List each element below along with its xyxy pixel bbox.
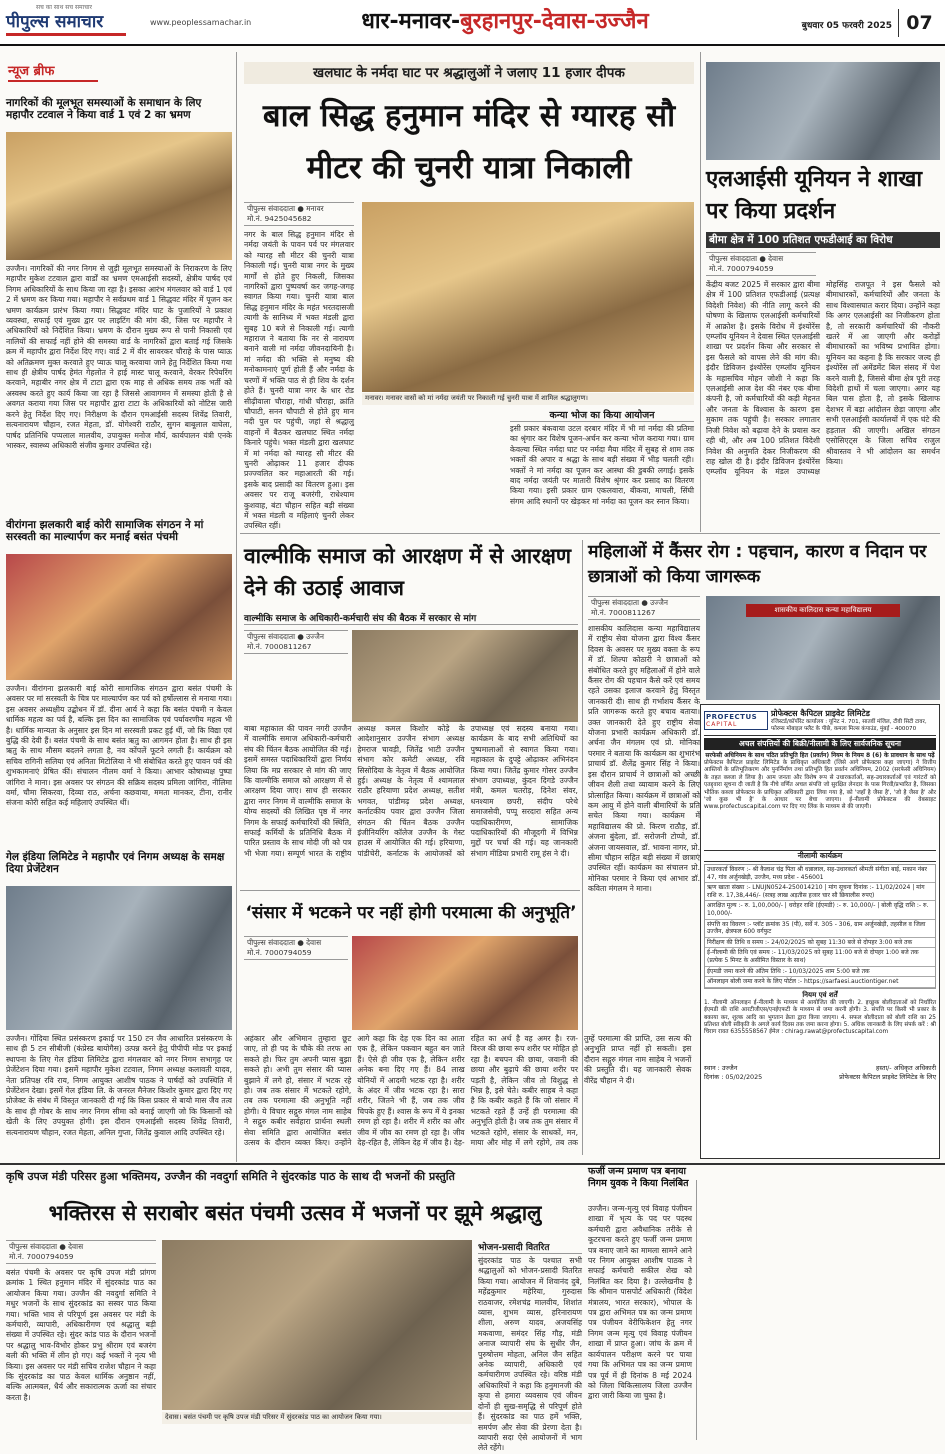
profectus-row: उधारकर्ता विवरण :- श्री कैलाश चंद्र पिता श्री धन्नालाल, सह-उधारकर्ता श्रीमती संगीता बाई, मकान नंबर 47, गांव अर्जुनखेड़ी, उज्जैन, मध्य प्रदेश - 456001 (705, 865, 935, 883)
profectus-address: रजिस्टर्ड/कॉर्पोरेट कार्यालय : यूनिट नं. 701, सातवीं मंजिल, टीवी सिटी टावर, फोरम्स मोबाइल फ्लैट के पीछे, कमला मिल्स कंपाउंड, मुंबई - 400070 (771, 719, 927, 732)
sansar-byline-text: पीपुल्स संवाददाता ● देवास (247, 938, 322, 947)
lic-byline-text: पीपुल्स संवाददाता ● देवास (709, 254, 784, 263)
logo (6, 4, 146, 42)
website[interactable]: www.peoplessamachar.in (150, 18, 252, 27)
basant-kicker: कृषि उपज मंडी परिसर हुआ भक्तिमय, उज्जैन की नवदुर्गा समिति ने सुंदरकांड पाठ के साथ दी भजनों की प्रस्तुति (6, 1170, 455, 1183)
hanuman-photo-caption: मनावर। मनावर वासों को मां नर्मदा जयंती पर निकाली गई चुनरी यात्रा में शामिल श्रद्धालुगण। (362, 393, 694, 405)
cancer-photo-banner: शासकीय कालिदास कन्या महाविद्यालय (746, 604, 900, 617)
sansar-photo (352, 936, 578, 1030)
profectus-schedule-title: नीलामी कार्यक्रम (704, 850, 936, 862)
sansar-byline (244, 936, 348, 960)
brief-2-body: उज्जैन। वीरांगना झलकारी बाई कोरी सामाजिक संगठन द्वारा बसंत पंचमी के अवसर पर मां सरस्वती के चित्र पर माल्यार्पण कर पर्व को हर्षोल्लास से मनाया गया। इस अवसर अध्यक्षीय उद्बोधन में डॉ. दीना आर्य ने कहा कि बसंत पंचमी न केवल धार्मिक महत्व का पर्व है, बल्कि इस दिन का सामाजिक एवं पर्यावरणीय महत्व भी है। धार्मिक मान्यता के अनुसार इस दिन मां सरस्वती प्रकट हुई थीं, जो कि विद्या एवं बुद्धि की देवी हैं। बसंत पंचमी के साथ बसंत ऋतु का आगमन होता है। साथ ही इस ऋतु के साथ मौसम बदलने लगता है, नव कोंपलें फूटने लगती हैं। कार्यक्रम को सचिव रागिनी सलिया एवं अनिता मिटोलिया ने भी संबोधित करते हुए पावन पर्व की शुभकामनाएं प्रेषित कीं। संचालन नीलम वर्मा ने किया। आभार कोषाध्यक्ष पुष्पा जांगिरा ने माना। इस अवसर पर संगठन की सक्रिय सदस्य प्रमिला जांगिरा, नीलिमा वर्मा, चौमा सिकरवा, दिव्या राठ, अर्चना कछवाया, ममता मानकर, टीना, रानीर संजना कोरी सहित कई महिलाएं उपस्थित थीं। (6, 684, 232, 808)
profectus-rule-ref: सरफेसी अधिनियम के साथ पठित प्रतिभूति हित (प्रवर्तन) नियम के नियम 8 (6) के प्रावधान के साथ पढ़ें (705, 752, 935, 759)
cancer-headline: महिलाओं में कैंसर रोग : पहचान, कारण व निदान पर छात्राओं को किया जागरूक (588, 542, 927, 587)
profectus-terms: 1. नीलामी ऑनलाइन ई-नीलामी के माध्यम से आयोजित की जाएगी। 2. इच्छुक बोलीदाताओं को निर्धारित ईएमडी की राशि आरटीजीएस/एनईएफटी के माध्यम से जमा करनी होगी। 3. संपत्ति पर किसी भी प्रकार के बकाया कर, शुल्क आदि का भुगतान क्रेता द्वारा किया जाएगा। 4. सफल बोलीदाता को बोली राशि का 25 प्रतिशत बोली स्वीकृति के अगले कार्य दिवस तक जमा करना होगा। 5. अधिक जानकारी के लिए संपर्क करें : श्री चिराग रावत 6355558567 ईमेल : chirag.rawat@profectuscapital.com (704, 999, 936, 1036)
hanuman-byline-text: पीपुल्स संवाददाता ● मनावर (247, 204, 324, 213)
profectus-terms-title: नियम एवं शर्तें (802, 990, 838, 999)
brief-2-photo (6, 554, 232, 680)
profectus-schedule (704, 864, 936, 989)
profectus-row: आरक्षित मूल्य :- रु. 1,00,000/- | धरोहर राशि (ईएमडी) :- रु. 10,000/- | बोली वृद्धि राशि :- रु. 10,000/- (705, 901, 935, 919)
brief-1-headline: नागरिकों की मूलभूत समस्याओं के समाधान के लिए महापौर टटवाल ने किया वार्ड 1 एवं 2 का भ्रमण (6, 97, 202, 121)
profectus-logo (704, 711, 768, 730)
lic-body: केंद्रीय बजट 2025 में सरकार द्वारा बीमा क्षेत्र में 100 प्रतिशत एफडीआई (प्रत्यक्ष विदेशी निवेश) की नीति लागू करने की घोषणा के खिलाफ एलआईसी कर्मचारियों में आक्रोश है। इसके विरोध में इंश्योरेंस एम्प्लॉय यूनियन ने देवास स्थित एलआईसी शाखा पर प्रदर्शन किया और सरकार से इस फैसले को वापस लेने की मांग की। इंदौर डिविजन इंश्योरेंस एम्प्लॉय यूनियन के महासचिव मोहन जोशी ने कहा कि एलआईसी आज देश की नंबर एक बीमा कंपनी है, जो कर्मचारियों की कड़ी मेहनत और जनता के विश्वास के कारण इस मुकाम तक पहुंची है। सरकार लगातार निजी निवेश को बढ़ावा देने के प्रयास कर रही थी, और अब 100 प्रतिशत विदेशी निवेश की अनुमति देकर निजीकरण की राह खोल दी है। इंदौर डिविजन इंश्योरेंस एम्प्लॉय यूनियन के मंडल उपाध्यक्ष मोहसिंह राजपूत ने इस फैसले को बीमाधारकों, कर्मचारियों और जनता के साथ विश्वासघात करार दिया। उन्होंने कहा कि अगर एलआईसी का निजीकरण होता है, तो सरकारी कर्मचारियों की नौकरी खतरे में आ जाएगी और करोड़ों बीमाधारकों का भविष्य प्रभावित होगा। यूनियन का कहना है कि सरकार जल्द ही इंश्योरेंस लॉ अमेंडमेंट बिल संसद में पेश करने वाली है, जिससे बीमा क्षेत्र पूरी तरह विदेशी हाथों में चला जाएगा। अगर यह बिल पास होता है, तो इसके खिलाफ देशभर में बड़ा आंदोलन छेड़ा जाएगा और सभी एलआईसी कार्यालयों में एक घंटे की हड़ताल की जाएगी। अखिल संगठन एसोसिएट्स के जिला सचिव राजुल श्रीवास्तव ने भी आंदोलन का समर्थन किया। (706, 280, 940, 477)
date-line: बुधवार 05 फरवरी 2025 (801, 21, 892, 31)
kanya-bhoj-body: इसी प्रकार बंकवाया उटल दरबार मंदिर में भी मां नर्मदा की प्रतिमा का श्रृंगार कर विशेष पूजन-अर्चन कर कन्या भोज कराया गया। ग्राम केवल्या स्थित नर्मदा घाट पर नर्मदा मैया मंदिर में सुबह से शाम तक भक्तों की अपार व श्रद्धा के साथ बड़ी संख्या में भीड़ चलती रही। भक्तों ने मां नर्मदा का पूजन कर आस्था की डुबकी लगाई। इसके बाद नर्मदा जयंती पर मातारी विशेष श्रृंगार कर प्रसाद का वितरण किया गया। इसी प्रकार ग्राम एकलवारा, बीकवा, माचली, सिंघी संगम आदि स्थानों पर खेड़कर मां नर्मदा का पूजन कर स्नान किया। (510, 424, 694, 506)
valmiki-byline-text: पीपुल्स संवाददाता ● उज्जैन (247, 632, 324, 641)
sansar-body: अहंकार और अभिमान तुम्हारा छूट जाए, तो ही पद के चौके की तरफ आ सकते हो। फिर तुम अपनी प्यास बुझा सकते हो। अभी तुम संसार की प्यास बुझाने में लगे हो, संसार में भटक रहे हो। जब तक संसार में भटकते रहोगे, तब तक परमात्मा की अनुभूति नहीं होगी। ये विचार सद्गुरु मंगल नाम साहेब ने सद्गुरु कबीर सर्वहारा प्रार्थना स्थली सेवा समिति द्वारा आयोजित बसंत उत्सव के दौरान व्यक्त किए। उन्होंने आगे कहा कि देह एक दिन का आता एक है, लेकिन पकवान बहुत बन जाते हैं। ऐसे ही जीव एक है, लेकिन शरीर अनेक बना दिए गए हैं। 84 लाख योनियों में आदमी भटक रहा है। शरीर के अंदर में जीव भटक रहा है। सारा शरीर, जितने भी हैं, जब तक जीव चिपके हुए हैं। श्वास के रूप में ये इनका रमण हो रहा है। शरीर में शरीर का और जीव में जीव का रमण हो रहा है। जीव देह-रहित है, लेकिन देह में जीव है। देह-रहित का अर्थ है वह अमर है। रज-विरज की छाया रूप शरीर पर मोहित हो रहा है। बचपन की छाया, जवानी की छाया और बुढ़ापे की छाया शरीर पर पड़ती है, लेकिन जीव तो विशुद्ध से भिन्न है, इसे चेते। कबीर साहब ने कहा है कि कबीर कहते हैं कि जो संसार में भटकते रहते हैं उन्हें ही परमात्मा की अनुभूति होती है। जब तक तुम संसार में भटकते रहोगे, संसार के साधकों, मन, माया और मोह में लगे रहोगे, तब तक तुम्हें परमात्मा की प्राप्ति, उस सत्य की अनुभूति प्राप्त नहीं हो सकती। इस दौरान सद्गुरु मंगल नाम साहेब ने भजनों की प्रस्तुति दी। यह जानकारी सेवक वीरेंद्र चौहान ने दी। (244, 1034, 692, 1148)
valmiki-body: बाबा महाकाल की पावन नगरी उज्जैन में वाल्मीकि समाज अधिकारी-कर्मचारी संघ की चिंतन बैठक आयोजित की गई। इसमें समस्त पदाधिकारियों द्वारा निर्णय लिया कि मप्र सरकार से मांग की जाए कि वाल्मीकि समाज को आरक्षण में से आरक्षण दिया जाए। साथ ही सरकार द्वारा नगर निगम में वाल्मीकि समाज के योग्य सदस्यों की लिखित पृष्ठ में नगर निगम के सफाई कर्मचारियों की स्थिति, सफाई कर्मियों के प्रतिनिधि बैठक में पारित प्रस्ताव के साथ मोदी जी को पत्र भी भेजा गया। सम्पूर्ण भारत के राष्ट्रीय अध्यक्ष कमल किशोर कोड़े के आदेशानुसार उज्जैन संभाग अध्यक्ष हेमराज चावड़ी, जितेंद्र भाटी उज्जैन संभाग कोर कमेटी अध्यक्ष, रवि सिसोदिया के नेतृत्व में बैठक आयोजित हुई। अध्यक्ष के नेतृत्व में श्यामलाल राठौर हरियाणा प्रदेश अध्यक्ष, सतीश भगवत, पांडीमढ़ प्रदेश अध्यक्ष, कर्नाटकीय पवार द्वारा उज्जैन जिला संगठन की चिंतन बैठक उज्जैन इंजीनियरिंग कॉलेज उज्जैन के गेस्ट हाउस में आयोजित की गई। हरियाणा, पांडीचेरी, कर्नाटक के आयोजकों को उपाध्यक्ष एवं सदस्य बनाया गया। कार्यक्रम के बाद सभी अतिथियों का पुष्पमालाओं से स्वागत किया गया। महाकाल के दुपट्टे ओढ़ाकर अभिनंदन किया गया। जितेंद्र कुमार गोसर उज्जैन संभाग उपाध्यक्ष, कुंदन दिगडे उज्जैन मंत्री, कमल चतरोड़, दिनेश संवर, धनश्याम छपरी, संदीप परेथे समाजसेवी, पप्पू सरदारा सहित अन्य पदाधिकारीगण, सामाजिक पदाधिकारियों की मौजूदगी में विभिन्न मुद्दों पर चर्चा की गई। यह जानकारी संभाग मीडिया प्रभारी रामू हंस ने दी। (244, 724, 578, 858)
valmiki-subhead: वाल्मीकि समाज के अधिकारी-कर्मचारी संघ की बैठक में सरकार से मांग (244, 611, 578, 625)
lic-subhead: बीमा क्षेत्र में 100 प्रतिशत एफडीआई का विरोध (706, 232, 940, 248)
profectus-row: ऑनलाइन बोली जमा करने के लिए पोर्टल :- https://sarfaesi.auctiontiger.net (705, 977, 935, 988)
profectus-row: ईएमडी जमा करने की अंतिम तिथि :- 10/03/2025 शाम 5:00 बजे तक (705, 967, 935, 978)
basant-byline (6, 1240, 156, 1264)
brief-2-headline: वीरांगना झलकारी बाई कोरी सामाजिक संगठन ने मां सरस्वती का माल्यार्पण कर मनाई बसंत पंचमी (6, 519, 204, 543)
lic-byline (706, 252, 816, 276)
bhojan-body: सुंदरकांड पाठ के पश्चात सभी श्रद्धालुओं को भोजन-प्रसादी वितरित किया गया। आयोजन में शिवानंद दुबे, महेंद्रकुमार महेरिया, गुरुदास राठवाजर, रमेशचंद्र मालवीय, शिशांत व्यास, शुभम व्यास, हरिनारायण शीला, अरुण यादव, अजयसिंह मकवाणा, समंदर सिंह गौड़, मंडी अनाज व्यापारी संघ के सुधीर जैन, पुरुषोत्तम मोहता, अनिल जैन सहित अनेक व्यापारी, अधिकारी एवं कर्मचारीगण उपस्थित रहे। वरिष्ठ मंडी अधिकारियों ने कहा कि हनुमानजी की कृपा से हमारा व्यवसाय एवं जीवन दोनों ही सुख-समृद्धि से परिपूर्ण होते हैं। सुंदरकांड का पाठ हमें भक्ति, समर्पण और सेवा की प्रेरणा देता है। व्यापारी सदा ऐसे आयोजनों में भाग लेते रहेंगे। (478, 1256, 582, 1453)
cancer-photo (706, 596, 940, 700)
logo-text: पीपुल्स समाचार (6, 12, 104, 32)
brief-1-photo (6, 132, 232, 260)
hanuman-mobile: मो.नं. 9425045682 (247, 214, 312, 223)
basant-photo-caption: देवास। बसंत पंचमी पर कृषि उपज मंडी परिसर में सुंदरकांड पाठ का आयोजन किया गया। (162, 1412, 472, 1424)
brief-3-body: उज्जैन। गोंदिया स्थित प्रसंस्करण इकाई पर 150 टन जैव आधारित प्रसंस्करण के साथ ही 5 टन सीबीजी (कंप्रेस्ड बायोगैस) उत्पन्न करने हेतु पीपीपी मोड पर इकाई स्थापना के लिए गेल इंडिया लिमिटेड द्वारा मंगलवार को नगर निगम सभागृह पर प्रेजेंटेशन दिया गया। इसमें महापौर मुकेश टटवाल, निगम अध्यक्ष कलावती यादव, नेता प्रतिपक्ष रवि राय, निगम आयुक्त आशीष पाठक ने पार्षदों को उपस्थिति में प्रेजेंटेशन देखा। इसमें गेल इंडिया लि. के जनरल मैनेजर किशोर कुमार द्वारा दिए गए प्रोजेक्ट के संबंध में विस्तृत जानकारी दी गई कि किस प्रकार से बायो मास जैव तत्व के साथ ही गोबर के साथ नगर निगम सीमा को बनाई जाएगी जो कि किसानों को खेती के लिए उपयुक्त होगी। इस दौरान एमआईसी सदस्य शिवेंद्र तिवारी, सत्यनारायण चौहान, रजत मेहता, अनिल गुप्ता, जितेंद्र कुवाल आदि उपस्थित रहे। (6, 1034, 232, 1137)
lic-photo (706, 62, 940, 160)
birth-headline: फर्जी जन्म प्रमाण पत्र बनाया निगम युवक ने किया निलंबित (588, 1166, 689, 1189)
hanuman-byline (244, 202, 354, 226)
sansar-mobile: मो.नं. 7000794059 (247, 948, 312, 957)
profectus-ad (700, 704, 940, 1159)
page-number: 07 (898, 9, 940, 37)
profectus-title: अचल संपत्तियों की बिक्री/नीलामी के लिए सार्वजनिक सूचना (704, 738, 936, 750)
basant-photo (162, 1240, 472, 1410)
basant-mobile: मो.नं. 7000794059 (9, 1252, 74, 1261)
bhojan-headline: भोजन-प्रसादी वितरित (478, 1240, 582, 1254)
cancer-byline (588, 596, 700, 620)
cancer-body: शासकीय कालिदास कन्या महाविद्यालय में राष्ट्रीय सेवा योजना द्वारा विश्व कैंसर दिवस के अवसर पर मुख्य वक्ता के रूप में डॉ. शिल्पा कोठारी ने छात्राओं को संबोधित करते हुए महिलाओं में होने वाले कैंसर रोग की पहचान कैसे करें एवं समय रहते उसका इलाज करवाने हेतु विस्तृत जानकारी दी। साथ ही गर्भाशय कैंसर के प्रति जागरूक करते हुए बचाव बताया। उक्त जानकारी देते हुए राष्ट्रीय सेवा योजना प्रभारी कार्यक्रम अधिकारी डॉ. अर्चना जैन मंगलम एवं प्रो. मोनिका परमार ने बताया कि कार्यक्रम का शुभारंभ प्राचार्य डॉ. शैलेंद्र कुमार सिंह ने किया। इस दौरान प्राचार्य ने छात्राओं को अच्छी जीवन शैली तथा व्यायाम करने के लिए प्रोत्साहित किया। कार्यक्रम में छात्राओं को कम आयु में होने वाली बीमारियों के प्रति सचेत किया गया। कार्यक्रम में महाविद्यालय की प्रो. किरण राठौड़, डॉ. अंजना बुंदेला, डॉ. सरोजनी टोप्पो, डॉ. अंजना जायसवाल, डॉ. भावना नागर, प्रो. सीमा चौहान सहित बड़ी संख्या में छात्राएं उपस्थित रहीं। कार्यक्रम का संचालन प्रो. मोनिका परमार ने किया एवं आभार डॉ. कविता मंगलम ने माना। (588, 624, 700, 894)
edition-title (290, 7, 720, 39)
basant-body: बसंत पंचमी के अवसर पर कृषि उपज मंडी प्रांगण क्रमांक 1 स्थित हनुमान मंदिर में सुंदरकांड पाठ का आयोजन किया गया। उज्जैन की नवदुर्गा समिति ने मधुर भजनों के साथ सुंदरकांड का सस्वर पाठ किया गया। भक्ति भाव से परिपूर्ण इस अवसर पर मंडी के कर्मचारी, व्यापारी, अधिकारीगण एवं श्रद्धालु बड़ी संख्या में उपस्थित रहे। सुंदर कांड पाठ के दौरान भजनों पर श्रद्धालु भाव-विभोर होकर प्रभु श्रीराम एवं बजरंग बली की भक्ति में लीन हो गए। कई भक्तों ने नृत्य भी किया। इस अवसर पर मंडी सचिव राजेश चौहान ने कहा कि सुंदरकांड का पाठ केवल धार्मिक अनुष्ठान नहीं, बल्कि आत्मबल, धैर्य और सकारात्मक ऊर्जा का संचार करता है। (6, 1268, 156, 1402)
sansar-headline: ‘संसार में भटकने पर नहीं होगी परमात्मा की अनुभूति’ (245, 903, 577, 923)
birth-body: उज्जैन। जन्म-मृत्यु एवं विवाह पंजीयन शाखा में भृत्य के पद पर पदस्थ कर्मचारी द्वारा अवैधानिक तरीके से कूटरचना करते हुए फर्जी जन्म प्रमाण पत्र बनाए जाने का मामला सामने आने पर निगम आयुक्त आशीष पाठक ने सफाई कर्मचारी सकील शेख को निलंबित कर दिया है। उल्लेखनीय है कि श्रीमान पासपोर्ट अधिकारी (विदेश मंत्रालय, भारत सरकार), भोपाल के पत्र द्वारा अभिमत पत्र का जन्म प्रमाण पत्र पंजीयन वेरीफिकेशन हेतु नगर निगम जन्म मृत्यु एवं विवाह पंजीयन शाखा में प्राप्त हुआ। जांच के क्रम में कार्यपालन परीक्षण करने पर पाया गया कि अभिमत पत्र का जन्म प्रमाण पत्र पूर्व में ही दिनांक 8 मई 2024 को जिला चिकित्सालय जिला उज्जैन द्वारा जारी किया जा चुका है। (588, 1204, 692, 1401)
logo-tagline: सच का साथ सच समाचार (36, 4, 92, 11)
news-brief-label: न्यूज ब्रीफ (8, 62, 98, 82)
edition-main: बुरहानपुर-देवास-उज्जैन (460, 9, 649, 34)
cancer-byline-text: पीपुल्स संवाददाता ● उज्जैन (591, 598, 668, 607)
profectus-company: प्रोफेक्टस कैपिटल प्राइवेट लिमिटेड (771, 709, 870, 718)
brief-3-headline: गेल इंडिया लिमिटेड ने महापौर एवं निगम अध्यक्ष के समक्ष दिया प्रेजेंटेशन (6, 851, 225, 875)
hanuman-kicker: खलघाट के नर्मदा घाट पर श्रद्धालुओं ने जलाए 11 हजार दीपक (244, 62, 694, 84)
profectus-logo-name: PROFECTUS (706, 713, 758, 721)
profectus-sign2: प्रोफेक्टस कैपिटल प्राइवेट लिमिटेड के लिए (839, 1072, 936, 1081)
brief-1-body: उज्जैन। नागरिकों की नगर निगम से जुड़ी मूलभूत समस्याओं के निराकरण के लिए महापौर मुकेश टटवाल द्वारा वार्डों का भ्रमण एमआईसी सदस्यों, क्षेत्रीय पार्षद एवं निगम अधिकारियों के साथ किया जा रहा है। इसका आरंभ मंगलवार को वार्ड 1 एवं 2 में भ्रमण कर किया गया। महापौर ने सर्वप्रथम वार्ड 1 सिद्धवट मंदिर में पूजन कर भ्रमण कार्यक्रम प्रारंभ किया गया। सिद्धवट मंदिर घाट के पुजारियों ने प्रकाश व्यवस्था, सफाई एवं मुख्य द्वार पर लाइटिंग की मांग की, जिस पर महापौर ने अधिकारियों को निर्देशित किया। भ्रमण के दौरान मुख्य रूप से पानी निकासी एवं नालियों की सफाई नहीं होने की समस्या वार्ड के नागरिकों द्वारा बताई गई जिसके क्रम में महापौर द्वारा निर्देश दिए गए। वार्ड 2 में वीर सावरकर चौराहे के पास प्याऊ को अतिक्रमण मुक्त करवाते हुए प्याऊ चालू करवाया जाने हेतु निर्देशित किया गया साथ ही क्षेत्रीय पार्षद हेमंत गेहलोत ने हाई मास्ट चालू करवाने, वेरकर रिपेयरिंग करवाने, महाबीर नगर क्षेत्र में टाटा द्वारा एक माह से अधिक समय तक भर्ती को अस्वस्थ करते हुए कार्य किया जा रहा है जिससे आवागमन में समस्या होती है से अवगत कराया गया जिस पर महापौर द्वारा टाटा के अधिकारियों को नोटिस जारी करने हेतु निर्देश दिए गए। निरीक्षण के दौरान एमआईसी सदस्य शिवेंद्र तिवारी, सत्यनारायण चौहान, रजत मेहता, डॉ. योगेश्वरी राठौर, सुगन बाबूलाल वाघेला, पार्षद प्रतिनिधि पप्पलाल मालवीय, उपायुक्त मनोज मौर्य, कार्यपालन यंत्री एनके भास्कर, स्वास्थ्य अधिकारी संजीव कुमार उपस्थित रहे। (6, 264, 232, 450)
valmiki-headline: वाल्मीकि समाज को आरक्षण में से आरक्षण देने की उठाई आवाज (244, 544, 572, 600)
hanuman-headline: बाल सिद्ध हनुमान मंदिर से ग्यारह सौ मीटर की चुनरी यात्रा निकाली (262, 98, 676, 186)
profectus-sign1: हस्ता/- अधिकृत अधिकारी (875, 1063, 936, 1072)
basant-byline-text: पीपुल्स संवाददाता ● देवास (9, 1242, 84, 1251)
edition-pre: धार-मनावर- (361, 9, 461, 34)
valmiki-mobile: मो.नं. 7000811267 (247, 642, 312, 651)
profectus-logo-capital: CAPITAL (706, 721, 738, 728)
profectus-intro: प्रोफेक्टस कैपिटल प्राइवेट लिमिटेड के प्राधिकृत अधिकारी (जिसे आगे प्रोफेक्टस कहा जाएगा) ने वित्तीय आस्तियों के प्रतिभूतिकरण और पुनर्निर्माण तथा प्रतिभूति हित प्रवर्तन अधिनियम, 2002 (सरफेसी अधिनियम) के तहत कब्जा ले लिया है। आम जनता और विशेष रूप से उधारकर्ताओं, सह-उधारकर्ताओं एवं गारंटरों को एतद्द्वारा सूचना दी जाती है कि नीचे वर्णित अचल संपत्ति जो सुरक्षित लेनदार के पास गिरवी/प्रभारित है, जिसका भौतिक कब्जा प्रोफेक्टस के प्राधिकृत अधिकारी द्वारा लिया गया है, को 'जहाँ है जैसा है', 'जो है जैसा है' और 'जो कुछ भी है' के आधार पर बेचा जाएगा। ई-नीलामी प्रोफेक्टस की वेबसाइट www.profectuscapital.com पर दिए गए लिंक के माध्यम से की जाएगी। (704, 760, 936, 811)
lic-headline: एलआईसी यूनियन ने शाखा पर किया प्रदर्शन (706, 167, 923, 224)
masthead (0, 0, 945, 46)
hanuman-photo (362, 202, 694, 392)
lic-mobile: मो.नं. 7000794059 (709, 264, 774, 273)
valmiki-byline (244, 630, 348, 654)
profectus-place: स्थान : उज्जैन (704, 1063, 738, 1072)
cancer-mobile: मो.नं. 7000811267 (591, 608, 656, 617)
profectus-row: संपत्ति का विवरण :- प्लॉट क्रमांक 35 (पी), सर्वे नं. 305 - 306, ग्राम अर्जुनखेड़ी, तहसील व जिला उज्जैन, क्षेत्रफल 600 वर्गफुट (705, 920, 935, 938)
valmiki-photo (352, 630, 578, 722)
basant-headline: भक्तिरस से सराबोर बसंत पंचमी उत्सव में भजनों पर झूमे श्रद्धालु (48, 1201, 542, 1225)
hanuman-body: नगर के बाल सिद्ध हनुमान मंदिर से नर्मदा जयंती के पावन पर्व पर मंगलवार को ग्यारह सौ मीटर की चुनरी यात्रा निकाली गई। चुनरी यात्रा नगर के मुख्य मार्गों से होते हुए निकली, जिसका नागरिकों द्वारा पुष्पवर्षा कर जगह-जगह स्वागत किया गया। चुनरी यात्रा बाल सिद्ध हनुमान मंदिर के महंत भरतदासजी त्यागी के सानिध्य में भक्त मंडली द्वारा सुबह 10 बजे से निकाली गई। त्यागी महाराज ने बताया कि नर से नारायण बनाने वाली मां नर्मदा जीवनदायिनी है। मां नर्मदा की भक्ति से मनुष्य की मनोकामनाएं पूर्ण होती हैं और नर्मदा के चरणों में भक्ति पाठ से ही शिव के दर्शन होते हैं। चुनरी यात्रा नगर के धार रोड सीढ़ीवाला चौराहा, गांधी चौराहा, क्रांति चौपाटी, सनन चौपाटी से होते हुए मान नदी पुल पर पहुंची, जहां से श्रद्धालु वाहनों में बैठकर खलघाट स्थित नर्मदा किनारे पहुंचे। भक्त मंडली द्वारा खलघाट में मां नर्मदा को ग्यारह सौ मीटर की चुनरी ओढ़ाकर 11 हजार दीपक प्रज्ज्वलित कर महाआरती की गई। इसके बाद प्रसादी का वितरण हुआ। इस अवसर पर राजू बजरंगी, राधेश्याम कुशवाह, बंटा चौहान सहित बड़ी संख्या में भक्त मंडली व महिलाएं चुनरी लेकर उपस्थित रहीं। (244, 230, 354, 531)
profectus-row: निरीक्षण की तिथि व समय :- 24/02/2025 को सुबह 11:30 बजे से दोपहर 3:00 बजे तक (705, 938, 935, 949)
profectus-row: ई-नीलामी की तिथि एवं समय :- 11/03/2025 को सुबह 11:00 बजे से दोपहर 1:00 बजे तक (प्रत्येक 5 मिनट के असीमित विस्तार के साथ) (705, 948, 935, 966)
profectus-date: दिनांक : 05/02/2025 (704, 1072, 763, 1081)
profectus-row: ऋण खाता संख्या :- LNUJN0524-250014210 | मांग सूचना दिनांक :- 11/02/2024 | मांग राशि रु. 17,38,446/- (सत्रह लाख अड़तीस हजार चार सौ छियालीस रुपए) (705, 883, 935, 901)
brief-3-photo (6, 886, 232, 1030)
kanya-bhoj-headline: कन्या भोज का किया आयोजन (510, 408, 694, 422)
